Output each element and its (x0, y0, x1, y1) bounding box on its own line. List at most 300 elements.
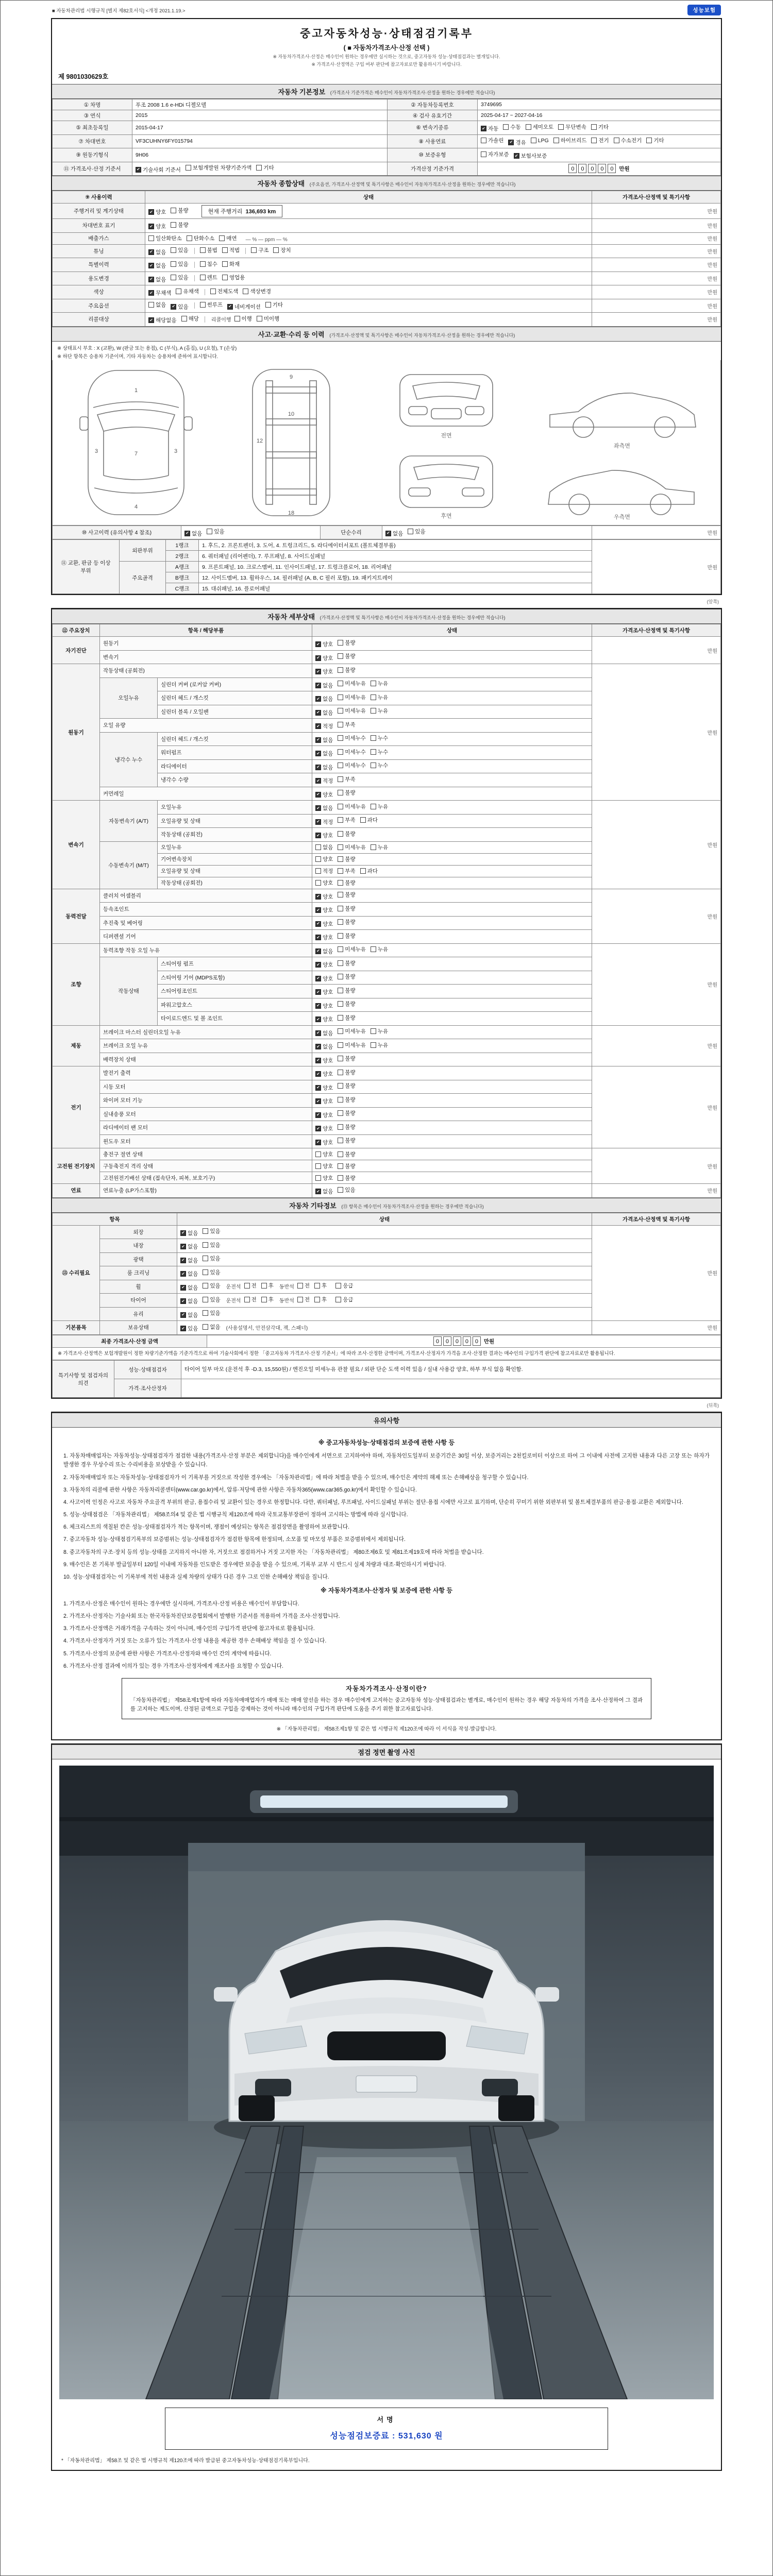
checkbox-icon: ✔ (315, 1098, 321, 1104)
option-누수[interactable]: 누수 (371, 734, 388, 742)
option-없음[interactable]: ✔ 없음 (148, 262, 166, 269)
option-색상변경[interactable]: 색상변경 (243, 287, 271, 295)
option-누유[interactable]: 누유 (371, 945, 388, 953)
option-부족[interactable]: 부족 (338, 775, 355, 783)
item-label: 스티어링 펌프 (158, 957, 312, 971)
option-양호[interactable]: ✔ 양호 (315, 1057, 333, 1064)
option-없음[interactable]: ✔ 없음 (315, 1188, 333, 1195)
option-불량[interactable]: 불량 (338, 959, 355, 967)
option-없음[interactable]: ✔ 없음 (315, 750, 333, 757)
option-누유[interactable]: 누유 (371, 693, 388, 701)
price-cell: 만원 (592, 1148, 721, 1184)
device-label: 연료 (53, 1184, 100, 1198)
option-경유[interactable]: ✔ 경유 (508, 139, 526, 146)
checkbox-icon: ✔ (148, 317, 154, 323)
option-있음[interactable]: 있음 (408, 528, 425, 535)
checkbox-icon (244, 1297, 250, 1302)
option-양호[interactable]: ✔ 양호 (315, 654, 333, 662)
option-양호[interactable]: ✔ 양호 (315, 1125, 333, 1132)
price-cell: 만원 (592, 204, 721, 219)
option-일산화탄소[interactable]: 일산화탄소 (148, 234, 182, 242)
option-전[interactable]: 전 (297, 1296, 310, 1303)
option-양호[interactable]: ✔ 양호 (315, 832, 333, 839)
device-label: 제동 (53, 1025, 100, 1066)
price-cell: 만원 (592, 943, 721, 1025)
option-불량[interactable]: 불량 (338, 1109, 355, 1117)
option-있음[interactable]: 있음 (338, 1186, 355, 1194)
option-수소전기[interactable]: 수소전기 (614, 137, 642, 144)
option-기타[interactable]: 기타 (646, 137, 664, 144)
option-불량[interactable]: 불량 (171, 221, 188, 229)
checkbox-icon (338, 694, 343, 700)
option-불량[interactable]: 불량 (338, 973, 355, 980)
field-label: ③ 연식 (53, 110, 132, 121)
option-양호[interactable]: 양호 (315, 1150, 333, 1158)
state-cell (312, 1039, 592, 1053)
option-있음[interactable]: 있음 (207, 528, 224, 535)
col-header: 상태 (312, 624, 592, 637)
option-매연[interactable]: 매연 (219, 234, 237, 242)
option-있음[interactable]: 있음 (203, 1227, 220, 1235)
checkbox-icon (203, 1256, 208, 1261)
option-없음[interactable]: ✔ 없음 (315, 764, 333, 771)
option-기타[interactable]: 기타 (265, 301, 283, 309)
photo-box (51, 1743, 722, 2471)
option-불량[interactable]: 불량 (338, 652, 355, 660)
option-누수[interactable]: 누수 (371, 748, 388, 756)
option-불량[interactable]: 불량 (338, 1137, 355, 1144)
option-양호[interactable]: ✔ 양호 (315, 1111, 333, 1119)
option-누유[interactable]: 누유 (371, 1041, 388, 1049)
option-네비게이션[interactable]: ✔ 네비게이션 (227, 303, 261, 311)
option-미세누수[interactable]: 미세누수 (338, 761, 366, 769)
rank-name: 1랭크 (166, 540, 199, 551)
checkbox-icon (315, 844, 321, 850)
section-note: (가격조사·산정액 및 특기사항은 매수인이 자동차가격조사·산정을 원하는 경우에만 적습니다) (329, 332, 515, 338)
option-응급[interactable]: 응급 (335, 1296, 353, 1303)
engine-type: 9H06 (132, 148, 388, 162)
option-이행[interactable]: 이행 (234, 315, 252, 323)
option-불량[interactable]: 불량 (338, 789, 355, 796)
option-있음[interactable]: 있음 (203, 1241, 220, 1249)
notice-subtitle-1: ※ 중고자동차성능·상태점검의 보증에 관한 사항 등 (318, 1439, 455, 1447)
option-보험개발원 차량기준가액[interactable]: 보험개발원 차량기준가액 (186, 164, 252, 172)
option-양호[interactable]: ✔ 양호 (315, 1084, 333, 1092)
option-불량[interactable]: 불량 (338, 932, 355, 940)
option-무채색[interactable]: ✔ 무채색 (148, 289, 171, 297)
option-렌트[interactable]: 렌트 (200, 274, 217, 281)
option-불량[interactable]: 불량 (338, 1055, 355, 1062)
amount-digit: 0 (463, 1336, 471, 1346)
state-cell (312, 746, 592, 760)
option-불량[interactable]: 불량 (338, 1082, 355, 1090)
price-cell: 만원 (592, 801, 721, 889)
option-가솔린[interactable]: 가솔린 (481, 137, 503, 144)
option-없음[interactable]: ✔ 없음 (180, 1229, 198, 1237)
option-영업용[interactable]: 영업용 (222, 274, 245, 281)
overall-item-label: 용도변경 (53, 272, 145, 285)
option-양호[interactable]: 양호 (315, 855, 333, 863)
field-label: ④ 검사 유효기간 (388, 110, 478, 121)
checkbox-icon: ✔ (315, 641, 321, 647)
option-양호[interactable]: ✔ 양호 (315, 920, 333, 928)
option-없음[interactable]: 없음 (203, 1323, 220, 1331)
option-없음[interactable]: ✔ 없음 (180, 1311, 198, 1319)
overall-row (53, 299, 721, 313)
option-누수[interactable]: 누수 (371, 761, 388, 769)
col-header: 항목 / 해당부품 (100, 624, 312, 637)
option-미세누수[interactable]: 미세누수 (338, 748, 366, 756)
option-불량[interactable]: 불량 (338, 891, 355, 899)
car-diagrams (52, 360, 721, 526)
price-cell: 만원 (592, 219, 721, 233)
checkbox-icon (338, 681, 343, 686)
final-price-table (52, 1335, 721, 1348)
option-미세누유[interactable]: 미세누유 (338, 1027, 366, 1035)
checkbox-icon (338, 776, 343, 782)
overall-state (145, 258, 592, 272)
legal-footnote: * 「자동차관리법」 제58조 및 같은 법 시행규칙 제120조에 따라 발급된 중고자동차성능·상태점검기록부입니다. (61, 2458, 310, 2464)
checkbox-icon: ✔ (315, 696, 321, 702)
amount-digit: 0 (598, 164, 606, 173)
opinion-table (52, 1360, 721, 1398)
option-적법[interactable]: 적법 (222, 246, 240, 254)
option-미세누유[interactable]: 미세누유 (338, 693, 366, 701)
option-불량[interactable]: 불량 (338, 905, 355, 912)
option-유채색[interactable]: 유채색 (176, 287, 198, 295)
option-미세누유[interactable]: 미세누유 (338, 945, 366, 953)
overall-state: 일산화탄소 탄화수소 매연 — % — ppm — % (145, 232, 592, 244)
checkbox-icon: ✔ (315, 1044, 321, 1049)
option-없음[interactable]: ✔ 없음 (180, 1284, 198, 1292)
option-없음[interactable]: ✔ 없음 (180, 1297, 198, 1305)
option-없음[interactable]: ✔ 없음 (315, 682, 333, 689)
section-etc (52, 1198, 721, 1213)
option-불량[interactable]: 불량 (171, 207, 188, 214)
option-양호[interactable]: ✔ 양호 (315, 1139, 333, 1146)
option-미세누유[interactable]: 미세누유 (338, 803, 366, 810)
option-불량[interactable]: 불량 (338, 879, 355, 887)
checkbox-icon: ✔ (315, 1058, 321, 1063)
checkbox-icon: ✔ (180, 1271, 186, 1277)
option-무단변속[interactable]: 무단변속 (558, 123, 586, 131)
option-있음[interactable]: 있음 (171, 246, 188, 254)
option-양호[interactable]: ✔ 양호 (315, 906, 333, 914)
option-없음[interactable]: ✔ 없음 (315, 1029, 333, 1037)
side-mirror-right (535, 1987, 559, 2002)
option-적정[interactable]: 적정 (315, 867, 333, 875)
section-title: 유의사항 (373, 1417, 400, 1425)
option-없음[interactable]: ✔ 없음 (315, 947, 333, 955)
checkbox-icon (338, 1187, 343, 1193)
transmission-options (478, 121, 721, 135)
option-불량[interactable]: 불량 (338, 666, 355, 674)
option-양호[interactable]: ✔ 양호 (315, 1097, 333, 1105)
option-부족[interactable]: 부족 (338, 816, 355, 824)
option-해당[interactable]: 해당 (181, 315, 199, 323)
option-전[interactable]: 전 (297, 1282, 310, 1290)
option-있음[interactable]: 있음 (171, 260, 188, 268)
exchange-label: ⑪ 교환, 판금 등 이상 부위 (53, 540, 120, 594)
item-label: 동력조향 작동 오일 누유 (100, 943, 312, 957)
option-누유[interactable]: 누유 (371, 1027, 388, 1035)
option-누유[interactable]: 누유 (371, 843, 388, 851)
basic-info-table (52, 99, 721, 176)
rank-name: C랭크 (166, 583, 199, 594)
option-양호[interactable]: ✔ 양호 (315, 640, 333, 648)
section-note: (가격조사·산정액 및 특기사항은 매수인이 자동차가격조사·산정을 원하는 경우에만 적습니다) (320, 615, 506, 620)
option-미세누유[interactable]: 미세누유 (338, 843, 366, 851)
option-후[interactable]: 후 (261, 1296, 274, 1303)
checkbox-icon (315, 1163, 321, 1169)
option-적정[interactable]: ✔ 적정 (315, 777, 333, 785)
appraisal-definition-box (122, 1678, 651, 1719)
checkbox-icon (256, 165, 262, 171)
option-세미오토[interactable]: 세미오토 (526, 123, 554, 131)
checkbox-icon (371, 762, 376, 768)
rank-items: 12. 사이드멤버, 13. 휠하우스, 14. 필러패널 (A, B, C 필러 포함), 19. 패키지트레이 (199, 572, 592, 583)
checkbox-icon: ✔ (171, 304, 176, 310)
option-양호[interactable]: ✔ 양호 (315, 668, 333, 675)
option-보험사보증[interactable]: ✔ 보험사보증 (514, 152, 547, 160)
item-label: 발전기 출력 (100, 1066, 312, 1080)
option-없음[interactable]: ✔ 없음 (315, 1043, 333, 1050)
option-없음[interactable]: ✔ 없음 (148, 248, 166, 256)
option-양호[interactable]: 양호 (315, 879, 333, 887)
item-label: 윈도우 모터 (100, 1134, 312, 1148)
notice-list-appraisal (63, 1600, 710, 1671)
option-불량[interactable]: 불량 (338, 1150, 355, 1158)
option-LPG[interactable]: LPG (531, 138, 549, 144)
state-cell (312, 930, 592, 944)
option-불량[interactable]: 불량 (338, 987, 355, 994)
option-양호[interactable]: ✔ 양호 (315, 1015, 333, 1023)
detail-row (53, 1025, 721, 1039)
option-후[interactable]: 후 (314, 1282, 327, 1290)
checkbox-icon (503, 124, 509, 130)
price-cell: 만원 (592, 526, 721, 539)
checkbox-icon: ✔ (315, 1030, 321, 1036)
svg-text:10: 10 (288, 411, 294, 417)
option-있음[interactable]: 있음 (203, 1296, 220, 1303)
option-전체도색[interactable]: 전체도색 (210, 287, 239, 295)
option-후[interactable]: 후 (261, 1282, 274, 1290)
option-미이행[interactable]: 미이행 (257, 315, 279, 323)
option-하이브리드[interactable]: 하이브리드 (553, 137, 587, 144)
amount-digit: 0 (473, 1336, 481, 1346)
option-불량[interactable]: 불량 (338, 855, 355, 863)
option-양호[interactable]: ✔ 양호 (315, 1070, 333, 1078)
overall-row (53, 313, 721, 327)
option-누유[interactable]: 누유 (371, 707, 388, 715)
option-화재[interactable]: 화재 (222, 260, 240, 268)
option-수동[interactable]: 수동 (503, 123, 520, 131)
option-적정[interactable]: ✔ 적정 (315, 722, 333, 730)
subgroup-label: 작동상태 (100, 957, 158, 1026)
checkbox-icon (186, 165, 191, 171)
amount-digit: 0 (608, 164, 616, 173)
col-header: 상태 (145, 191, 592, 204)
detail-row (53, 889, 721, 903)
checkbox-icon (315, 856, 321, 862)
item-label: 작동상태 (공회전) (100, 664, 312, 678)
state-cell (312, 1053, 592, 1066)
checkbox-icon: ✔ (315, 1189, 321, 1194)
option-자가보증[interactable]: 자가보증 (481, 150, 509, 158)
price-cell: 만원 (592, 232, 721, 244)
checkbox-icon (371, 708, 376, 714)
option-누유[interactable]: 누유 (371, 803, 388, 810)
checkbox-icon: ✔ (315, 1003, 321, 1009)
checkbox-icon: ✔ (315, 1140, 321, 1145)
option-불량[interactable]: 불량 (338, 830, 355, 838)
checkbox-icon (261, 1297, 267, 1302)
section-title: 사고·교환·수리 등 이력 (258, 330, 325, 338)
state-cell (312, 637, 592, 651)
option-누유[interactable]: 누유 (371, 680, 388, 687)
option-불량[interactable]: 불량 (338, 1096, 355, 1104)
option-불량[interactable]: 불량 (338, 1162, 355, 1170)
option-적정[interactable]: ✔ 적정 (315, 818, 333, 826)
option-미세누유[interactable]: 미세누유 (338, 1041, 366, 1049)
option-해당없음[interactable]: ✔ 해당없음 (148, 316, 177, 324)
option-있음[interactable]: 있음 (203, 1282, 220, 1290)
option-양호[interactable]: 양호 (315, 1174, 333, 1182)
option-불량[interactable]: 불량 (338, 639, 355, 647)
option-구조[interactable]: 구조 (251, 246, 268, 254)
option-없음[interactable]: ✔ 없음 (315, 804, 333, 812)
option-양호[interactable]: ✔ 양호 (148, 208, 166, 216)
option-불량[interactable]: 불량 (338, 1014, 355, 1022)
checkbox-icon (148, 235, 154, 241)
option-없음[interactable]: ✔ 없음 (148, 276, 166, 283)
option-기타[interactable]: 기타 (591, 123, 609, 131)
state-cell (312, 773, 592, 787)
definition-text: 「자동차관리법」 제58조제1항에 따라 자동차매매업자가 매매 또는 매매 알선을 하는 경우 매수인에게 고지하는 중고자동차 성능·상태점검과는 별개로, 매수인이 원하는 경우 해당 자동차의 가격을 조사·산정하여 그 결과를 고지하는 제도이며, 산정된 금액으로 구입을 강제하는 것이 아니라 매수인의 구입가격 판단에 도움을 주기 위한 참고자료입니다. (130, 1697, 643, 1712)
option-불량[interactable]: 불량 (338, 1000, 355, 1008)
option-없음[interactable]: ✔ 없음 (184, 530, 202, 537)
option-탄화수소[interactable]: 탄화수소 (187, 234, 215, 242)
option-양호[interactable]: ✔ 양호 (315, 961, 333, 969)
item-label: 오일누유 (158, 801, 312, 815)
option-과다[interactable]: 과다 (360, 867, 378, 875)
option-미세누유[interactable]: 미세누유 (338, 680, 366, 687)
checkbox-icon: ✔ (148, 224, 154, 229)
option-장치[interactable]: 장치 (273, 246, 291, 254)
option-있음[interactable]: ✔ 있음 (180, 1325, 198, 1332)
field-label: ⑧ 사용연료 (388, 134, 478, 148)
option-양호[interactable]: ✔ 양호 (315, 1002, 333, 1010)
overall-item-label: 특별이력 (53, 258, 145, 272)
option-없음[interactable]: ✔ 없음 (315, 709, 333, 717)
option-전기[interactable]: 전기 (591, 137, 609, 144)
item-label: 구동축전지 격리 상태 (100, 1160, 312, 1172)
rank-items: 6. 쿼터패널 (리어펜더), 7. 루프패널, 8. 사이드실패널 (199, 551, 592, 562)
option-없음[interactable]: ✔ 없음 (315, 736, 333, 744)
top-strip (51, 4, 722, 18)
option-부족[interactable]: 부족 (338, 867, 355, 875)
option-양호[interactable]: ✔ 양호 (148, 223, 166, 230)
option-불량[interactable]: 불량 (338, 1123, 355, 1131)
page-side-marker: (앞쪽) (707, 599, 719, 604)
notice-item: 1. 가격조사·산정은 매수인이 원하는 경우에만 실시하며, 가격조사·산정 비용은 매수인이 부담합니다. (63, 1600, 299, 1607)
option-없음[interactable]: ✔ 없음 (180, 1243, 198, 1250)
price-cell: 만원 (592, 313, 721, 327)
option-부족[interactable]: 부족 (338, 721, 355, 728)
option-기타[interactable]: 기타 (256, 164, 274, 172)
accident-history-label: ⑩ 사고이력 (유의사항 4 참조) (53, 526, 181, 539)
option-침수[interactable]: 침수 (200, 260, 217, 268)
price-cell: 만원 (592, 258, 721, 272)
option-없음[interactable]: ✔ 없음 (180, 1270, 198, 1278)
price-cell: 만원 (592, 1225, 721, 1321)
option-있음[interactable]: 있음 (171, 274, 188, 281)
option-자동[interactable]: ✔ 자동 (481, 125, 498, 132)
option-응급[interactable]: 응급 (335, 1282, 353, 1290)
overall-row (53, 285, 721, 299)
option-전[interactable]: 전 (244, 1282, 257, 1290)
checkbox-icon: ✔ (315, 989, 321, 995)
notice-item: 5. 가격조사·산정의 보증에 관한 사항은 가격조사·산정자와 매수인 간의 계약에 따릅니다. (63, 1650, 272, 1657)
overall-state (145, 299, 592, 313)
option-없음[interactable]: 없음 (148, 301, 166, 309)
option-기술사회 기준서[interactable]: ✔ 기술사회 기준서 (136, 166, 181, 174)
svg-text:9: 9 (289, 374, 293, 380)
state-cell (312, 677, 592, 691)
title-block (52, 19, 721, 70)
option-있음[interactable]: 있음 (203, 1255, 220, 1262)
checkbox-icon: ✔ (180, 1312, 186, 1318)
option-없음[interactable]: ✔ 없음 (315, 695, 333, 703)
option-미세누수[interactable]: 미세누수 (338, 734, 366, 742)
option-없음[interactable]: ✔ 없음 (385, 530, 403, 537)
option-있음[interactable]: 있음 (203, 1309, 220, 1317)
option-후[interactable]: 후 (314, 1296, 327, 1303)
appraiser-opinion (181, 1379, 721, 1398)
repair-group-label: ⑬ 수리필요 (53, 1225, 100, 1321)
state-cell (312, 889, 592, 903)
option-양호[interactable]: ✔ 양호 (315, 934, 333, 941)
option-불량[interactable]: 불량 (338, 1069, 355, 1076)
exchange-rank-table (52, 539, 721, 594)
option-썬루프[interactable]: 썬루프 (200, 301, 223, 309)
option-없음[interactable]: 없음 (315, 843, 333, 851)
checkbox-icon (338, 1083, 343, 1089)
option-양호[interactable]: ✔ 양호 (315, 988, 333, 996)
option-없음[interactable]: ✔ 없음 (180, 1257, 198, 1264)
outer-panel-label: 외판부위 (120, 540, 166, 562)
checkbox-icon (244, 1283, 250, 1289)
option-양호[interactable]: ✔ 양호 (315, 975, 333, 982)
option-미세누유[interactable]: 미세누유 (338, 707, 366, 715)
option-양호[interactable]: 양호 (315, 1162, 333, 1170)
option-있음[interactable]: 있음 (203, 1268, 220, 1276)
etc-state: ✔ 없음 있음 운전석 전 후 동반석 전 후 응급 (177, 1294, 592, 1308)
option-전[interactable]: 전 (244, 1296, 257, 1303)
checkbox-icon (338, 906, 343, 911)
option-있음[interactable]: ✔ 있음 (171, 303, 188, 311)
page-side-marker: (뒤쪽) (707, 1403, 719, 1409)
checkbox-icon (261, 1283, 267, 1289)
option-과다[interactable]: 과다 (360, 816, 378, 824)
option-양호[interactable]: ✔ 양호 (315, 893, 333, 901)
checkbox-icon: ✔ (315, 1071, 321, 1077)
option-불법[interactable]: 불법 (200, 246, 217, 254)
col-header: 가격조사·산정액 및 특기사항 (592, 624, 721, 637)
option-불량[interactable]: 불량 (338, 918, 355, 926)
option-불량[interactable]: 불량 (338, 1174, 355, 1182)
option-양호[interactable]: ✔ 양호 (315, 791, 333, 799)
